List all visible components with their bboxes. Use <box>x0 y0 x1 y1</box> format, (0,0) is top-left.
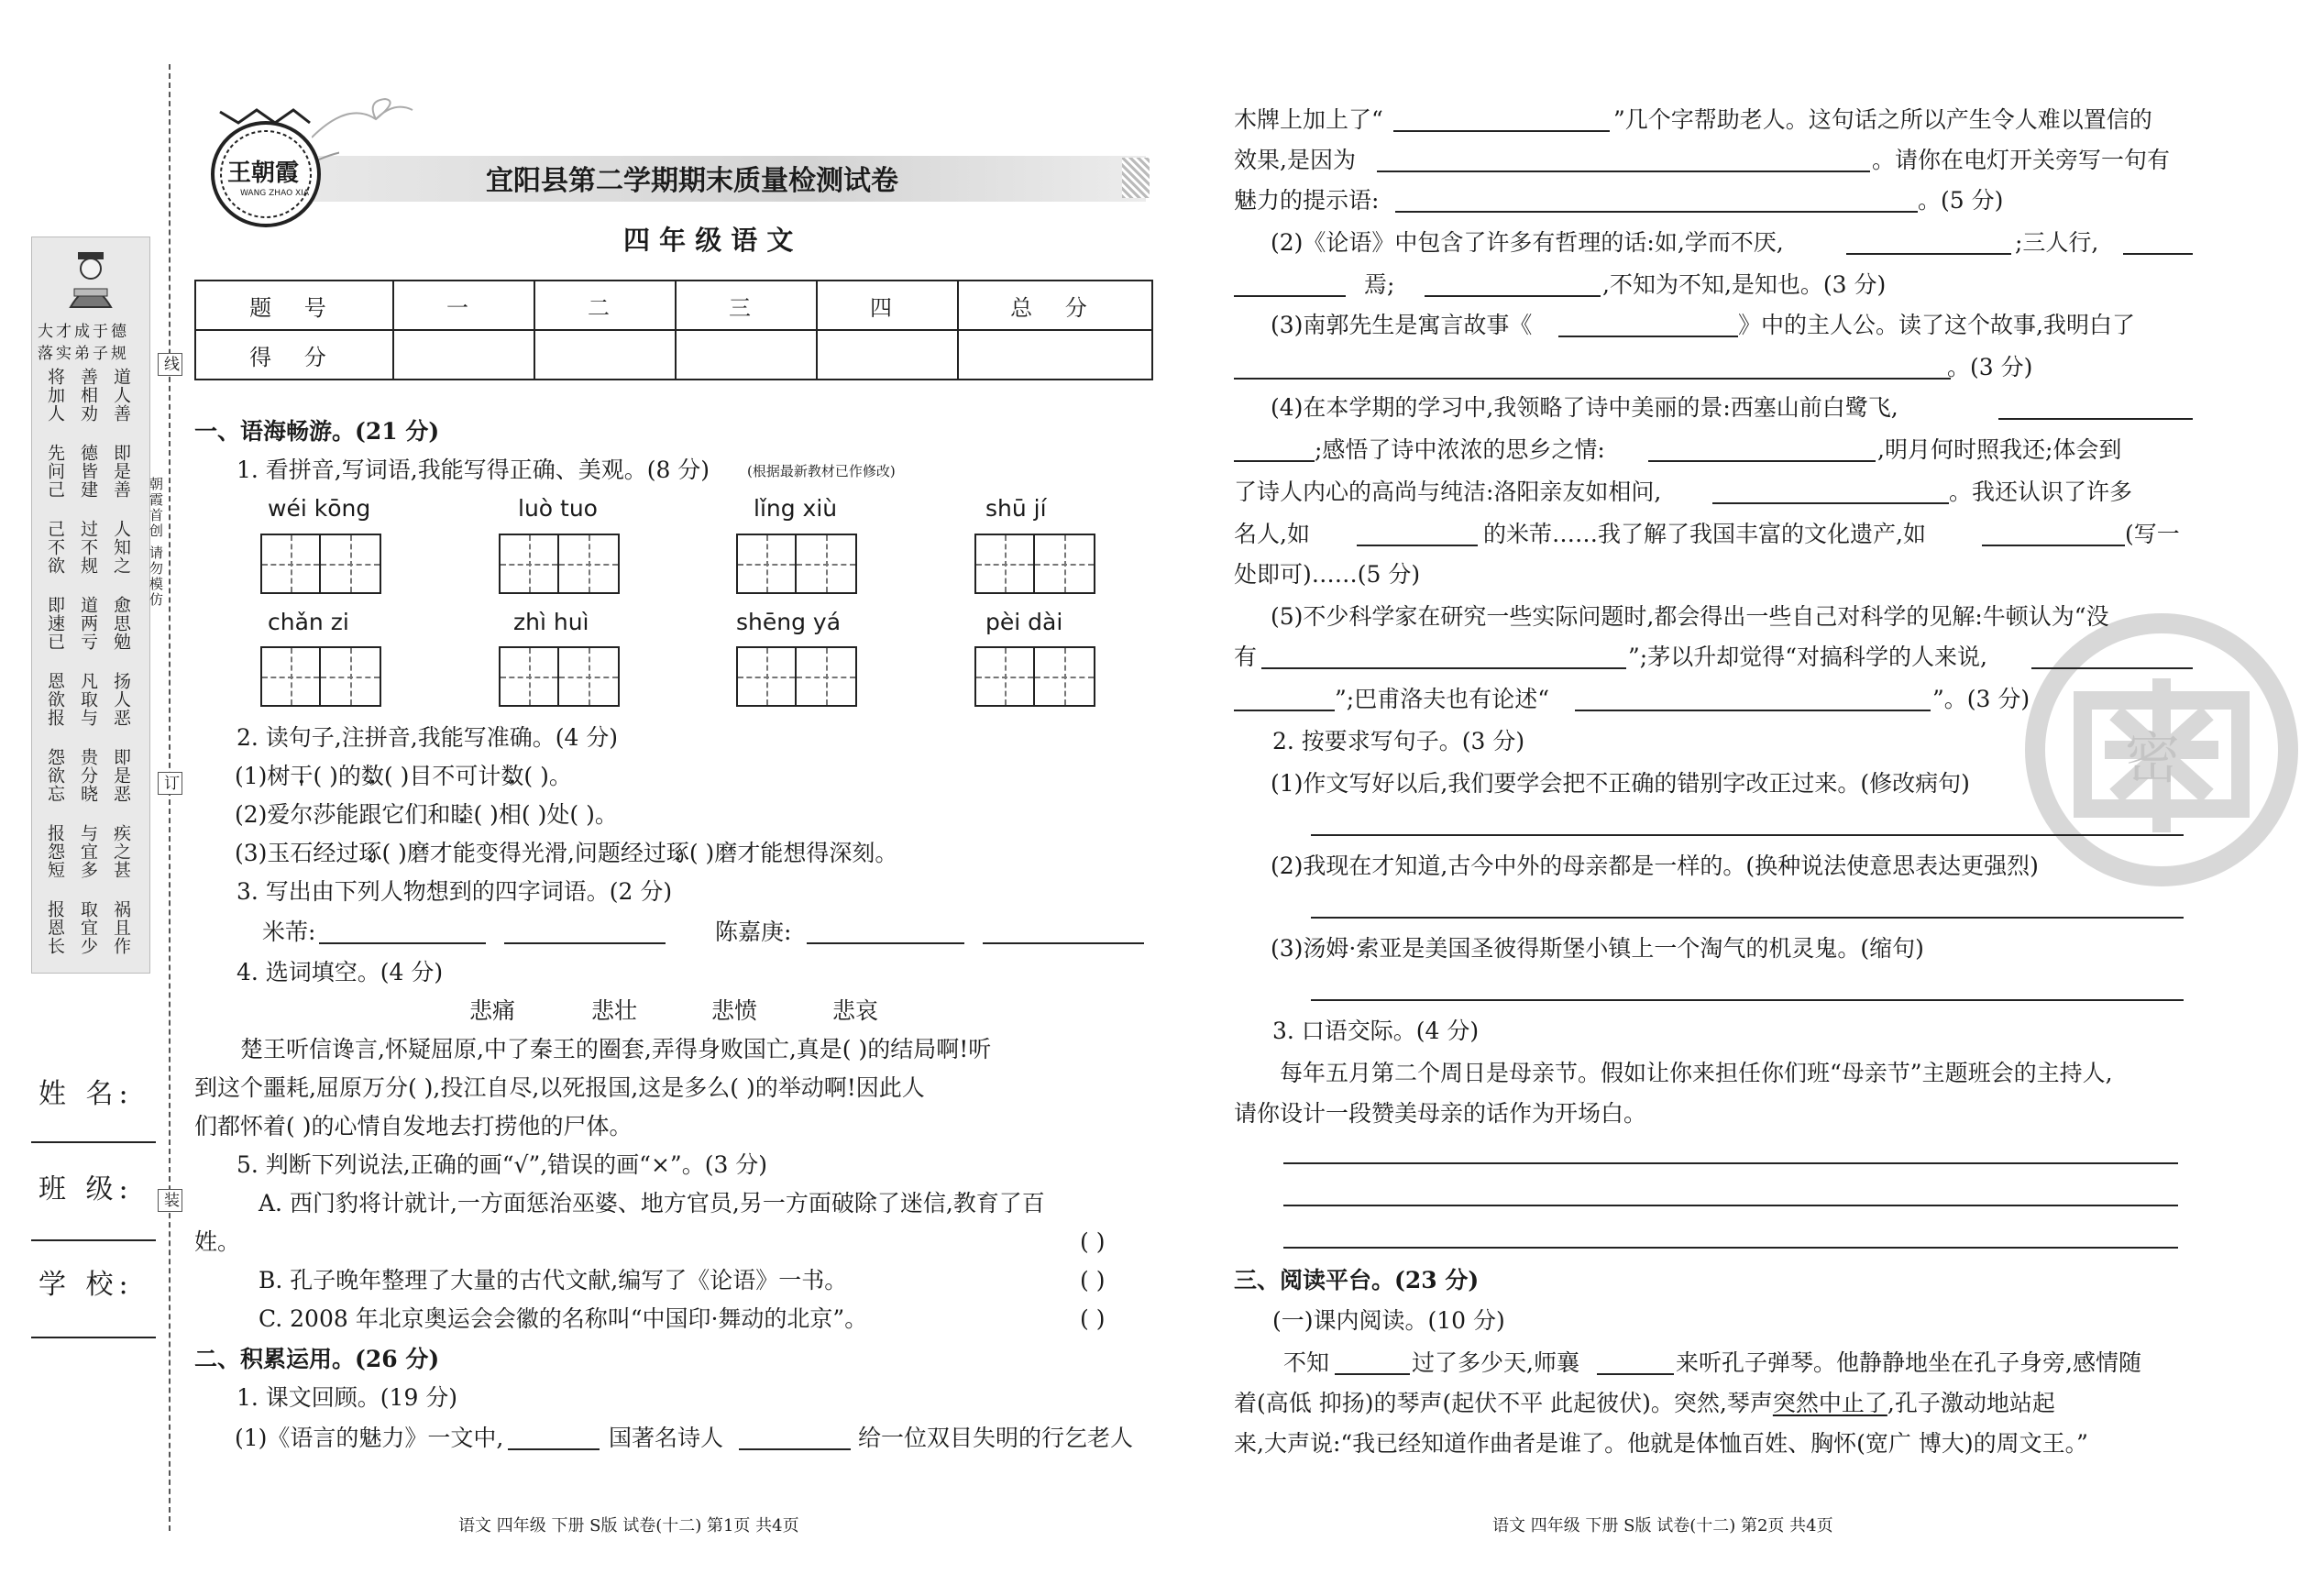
answer-line[interactable] <box>504 942 666 944</box>
reading-line-1b: 过了多少天,师襄 <box>1412 1349 1579 1376</box>
writing-grid[interactable] <box>974 646 1095 707</box>
answer-line[interactable] <box>1335 1373 1410 1375</box>
section-3-heading: 三、阅读平台。(23 分) <box>1234 1267 1480 1293</box>
motto-column: 道人善 <box>111 368 131 423</box>
answer-line[interactable] <box>1283 1162 2178 1164</box>
p2-line-2b: 。请你在电灯开关旁写一句有 <box>1872 147 2171 173</box>
q1-2-item-2: (2)爱尔莎能跟它们和睦( )相( )处( )。 <box>235 801 618 828</box>
section-2-heading: 二、积累运用。(26 分) <box>194 1346 440 1372</box>
score-cell[interactable] <box>393 330 534 380</box>
logo-text: 王朝霞 <box>227 160 300 187</box>
p2-q5-text-e: ”。(3 分) <box>1932 686 2030 712</box>
stamp-text: 密 <box>2125 727 2180 791</box>
reading-line-2: 着(高低 抑扬)的琴声(起伏不平 此起彼伏)。突然,琴声突然中止了,孔子激动地站起 <box>1234 1390 2055 1416</box>
answer-line[interactable] <box>1558 336 1738 337</box>
motto-column: 愈思勉 <box>111 596 131 651</box>
pinyin-label: chǎn zi <box>268 609 349 635</box>
p2-q4-text-g: 的米芾……我了解了我国丰富的文化遗产,如 <box>1483 521 1926 547</box>
motto-column: 善相劝 <box>78 368 98 423</box>
answer-line[interactable] <box>1712 502 1949 504</box>
answer-line[interactable] <box>1998 418 2193 420</box>
motto-column: 即是恶 <box>111 748 131 803</box>
score-header: 二 <box>534 281 676 330</box>
word-option: 悲痛 <box>469 997 516 1024</box>
answer-line[interactable] <box>1234 378 1951 380</box>
p2-q4-text-b: ;感悟了诗中浓浓的思乡之情: <box>1315 436 1605 463</box>
q1-4-paragraph-line: 们都怀着( )的心情自发地去打捞他的尸体。 <box>194 1113 633 1139</box>
motto-column: 凡取与 <box>78 672 98 727</box>
motto-column: 先问己 <box>45 444 65 499</box>
pinyin-label: shēng yá <box>736 609 842 635</box>
q1-4-prompt: 4. 选词填空。(4 分) <box>237 959 444 985</box>
q1-2-item-1: (1)树干( )的数( )目不可计数( )。 <box>235 763 572 789</box>
judge-item-a: A. 西门豹将计就计,一方面惩治巫婆、地方官员,另一方面破除了迷信,教育了百 <box>259 1190 1045 1216</box>
p2-q5-text-a: (5)不少科学家在研究一些实际问题时,都会得出一些自己对科学的见解:牛顿认为“没 <box>1271 603 2109 630</box>
q1-3-label-a: 米芾: <box>262 919 316 945</box>
motto-column: 与宜多 <box>78 824 98 879</box>
logo-subtext: WANG ZHAO XIA <box>240 189 309 198</box>
q2-1-1-text-b: 国著名诗人 <box>609 1425 724 1451</box>
answer-line[interactable] <box>1377 171 1870 172</box>
score-header: 一 <box>393 281 534 330</box>
p2-q2-text-d: ,不知为不知,是知也。(3 分) <box>1602 271 1887 298</box>
p2-q4-text-i: 处即可)……(5 分) <box>1234 561 1421 588</box>
answer-line[interactable] <box>983 942 1144 944</box>
pinyin-label: lǐng xiù <box>754 495 838 522</box>
school-label: 学 校: <box>39 1269 134 1301</box>
score-row-label: 得 分 <box>195 330 393 380</box>
q1-1-prompt: 1. 看拼音,写词语,我能写得正确、美观。(8 分) <box>237 457 710 483</box>
p2-line-1b: ”几个字帮助老人。这句话之所以产生令人难以置信的 <box>1613 106 2152 133</box>
word-option: 悲愤 <box>711 997 758 1024</box>
motto-column: 怨欲忘 <box>45 748 65 803</box>
writing-grid[interactable] <box>260 646 381 707</box>
answer-line[interactable] <box>319 942 486 944</box>
p2-q2-text-c: 焉; <box>1364 271 1395 298</box>
pinyin-label: shū jí <box>985 495 1047 522</box>
p2-q3-text-a: (3)南郭先生是寓言故事《 <box>1271 312 1533 338</box>
judge-item-c: C. 2008 年北京奥运会会徽的名称叫“中国印·舞动的北京”。 <box>259 1305 868 1332</box>
motto-top: 大才成于德 <box>38 323 129 341</box>
banner-pattern <box>1122 158 1150 198</box>
p2-q5-text-b: 有 <box>1234 644 1258 670</box>
q1-4-paragraph-line: 到这个噩耗,屈原万分( ),投江自尽,以死报国,这是多么( )的举动啊!因此人 <box>194 1074 925 1101</box>
answer-line[interactable] <box>1425 295 1601 297</box>
answer-line[interactable] <box>739 1448 851 1450</box>
pinyin-label: wéi kōng <box>268 495 371 522</box>
binding-mark: 订 <box>158 772 182 795</box>
judge-paren[interactable]: ( ) <box>1080 1305 1106 1332</box>
motto-column: 疾之甚 <box>111 824 131 879</box>
name-field[interactable] <box>31 1141 156 1143</box>
page-2-footer: 语文 四年级 下册 S版 试卷(十二) 第2页 共4页 <box>1492 1516 1833 1535</box>
p2-line-1a: 木牌上加上了“ <box>1234 106 1383 133</box>
answer-line[interactable] <box>1395 211 1918 213</box>
p2-q3-text-c: 。(3 分) <box>1947 354 2033 380</box>
p2-q4-text-a: (4)在本学期的学习中,我领略了诗中美丽的景:西塞山前白鹭飞, <box>1271 394 1898 421</box>
answer-line[interactable] <box>1283 1247 2178 1249</box>
motto-column: 人知之 <box>111 520 131 575</box>
q1-3-label-b: 陈嘉庚: <box>715 919 792 945</box>
p2-q4-text-d: 了诗人内心的高尚与纯洁:洛阳亲友如相问, <box>1234 479 1662 505</box>
answer-line[interactable] <box>1311 999 2184 1001</box>
answer-line[interactable] <box>1597 1373 1674 1375</box>
p2-line-3a: 魅力的提示语: <box>1234 187 1380 214</box>
reading-line-3: 来,大声说:“我已经知道作曲者是谁了。他就是体恤百姓、胸怀(宽广 博大)的周文王。” <box>1234 1430 2088 1457</box>
writing-grid[interactable] <box>736 534 857 594</box>
p2-q4-text-e: 。我还认识了许多 <box>1949 479 2133 505</box>
p2-s2-1: (1)作文写好以后,我们要学会把不正确的错别字改正过来。(修改病句) <box>1271 770 1970 797</box>
answer-line[interactable] <box>1982 545 2125 546</box>
writing-grid[interactable] <box>974 534 1095 594</box>
p2-s3-para-1: 每年五月第二个周日是母亲节。假如让你来担任你们班“母亲节”主题班会的主持人, <box>1280 1060 2113 1086</box>
score-header: 四 <box>817 281 958 330</box>
score-header: 题 号 <box>195 281 393 330</box>
p2-s2-3: (3)汤姆·索亚是美国圣彼得斯堡小镇上一个淘气的机灵鬼。(缩句) <box>1271 935 1924 962</box>
school-field[interactable] <box>31 1337 156 1338</box>
p2-q4-text-h: (写一 <box>2125 521 2180 547</box>
word-option: 悲哀 <box>832 997 879 1024</box>
motto-column: 过不规 <box>78 520 98 575</box>
motto-column: 道两亏 <box>78 596 98 651</box>
writing-grid[interactable] <box>499 534 620 594</box>
q2-1-1-text-c: 给一位双目失明的行乞老人 <box>858 1425 1134 1451</box>
exam-title: 宜阳县第二学期期末质量检测试卷 <box>486 165 898 197</box>
class-label: 班 级: <box>39 1173 134 1205</box>
answer-line[interactable] <box>1393 130 1610 132</box>
word-option: 悲壮 <box>591 997 638 1024</box>
reading-line-1a: 不知 <box>1283 1349 1330 1376</box>
answer-line[interactable] <box>1311 834 2184 836</box>
answer-line[interactable] <box>1234 710 1335 711</box>
p2-s3-prompt: 3. 口语交际。(4 分) <box>1272 1018 1480 1044</box>
p2-reading-1-title: (一)课内阅读。(10 分) <box>1272 1307 1505 1334</box>
answer-line[interactable] <box>2031 667 2193 669</box>
q1-2-item-3: (3)玉石经过琢( )磨才能变得光滑,问题经过琢( )磨才能想得深刻。 <box>235 840 898 866</box>
binding-mark: 线 <box>158 353 182 376</box>
p2-q2-text-b: ;三人行, <box>2015 229 2099 256</box>
motto-column: 恩欲报 <box>45 672 65 727</box>
pinyin-label: zhì huì <box>513 609 589 635</box>
judge-paren[interactable]: ( ) <box>1080 1267 1106 1293</box>
p2-q4-text-f: 名人,如 <box>1234 521 1310 547</box>
p2-s2-prompt: 2. 按要求写句子。(3 分) <box>1272 728 1525 754</box>
score-header: 三 <box>676 281 817 330</box>
q1-2-prompt: 2. 读句子,注拼音,我能写准确。(4 分) <box>237 724 619 751</box>
motto-column: 报恩长 <box>45 900 65 955</box>
motto-strip <box>31 237 150 974</box>
page-1-footer: 语文 四年级 下册 S版 试卷(十二) 第1页 共4页 <box>458 1516 799 1535</box>
reading-line-1c: 来听孔子弹琴。他静静地坐在孔子身旁,感情随 <box>1676 1349 2141 1376</box>
motto-column: 扬人恶 <box>111 672 131 727</box>
exam-subtitle: 四 年 级 语 文 <box>623 225 794 256</box>
answer-line[interactable] <box>807 942 964 944</box>
q1-1-note: (根据最新教材已作修改) <box>747 463 896 479</box>
motto-column: 己不欲 <box>45 520 65 575</box>
p2-s2-2: (2)我现在才知道,古今中外的母亲都是一样的。(换种说法使意思表达更强烈) <box>1271 853 2039 879</box>
p2-line-2a: 效果,是因为 <box>1234 147 1356 173</box>
score-header: 总 分 <box>958 281 1152 330</box>
answer-line[interactable] <box>508 1448 600 1450</box>
answer-line[interactable] <box>2123 253 2193 255</box>
binding-mark: 装 <box>158 1189 182 1212</box>
motto-column: 贵分晓 <box>78 748 98 803</box>
answer-line[interactable] <box>1648 460 1876 462</box>
judge-item-a-cont: 姓。 <box>194 1228 241 1255</box>
copyright-note: 朝霞首创 请勿模仿 <box>148 477 164 608</box>
answer-line[interactable] <box>1234 295 1346 297</box>
motto-column: 将加人 <box>45 368 65 423</box>
p2-line-3b: 。(5 分) <box>1918 187 2004 214</box>
motto-column: 取宜少 <box>78 900 98 955</box>
answer-line[interactable] <box>1234 460 1315 462</box>
pinyin-label: pèi dài <box>985 609 1063 635</box>
motto-column: 祸且作 <box>111 900 131 955</box>
dashed-margin-line <box>169 64 171 1531</box>
section-1-heading: 一、语海畅游。(21 分) <box>194 418 440 445</box>
motto-column: 报怨短 <box>45 824 65 879</box>
writing-grid[interactable] <box>260 534 381 594</box>
judge-item-b: B. 孔子晚年整理了大量的古代文献,编写了《论语》一书。 <box>259 1267 848 1293</box>
q1-4-paragraph-line: 楚王听信谗言,怀疑屈原,中了秦王的圈套,弄得身败国亡,真是( )的结局啊!听 <box>240 1036 992 1062</box>
name-label: 姓 名: <box>39 1078 134 1110</box>
writing-grid[interactable] <box>736 646 857 707</box>
pinyin-label: luò tuo <box>518 495 598 522</box>
answer-line[interactable] <box>1357 545 1478 546</box>
motto-column: 即速已 <box>45 596 65 651</box>
score-cell[interactable] <box>676 330 817 380</box>
answer-line[interactable] <box>1261 667 1626 669</box>
class-field[interactable] <box>31 1239 156 1241</box>
motto-bottom: 落实弟子规 <box>38 345 129 363</box>
p2-q2-text-a: (2)《论语》中包含了许多有哲理的话:如,学而不厌, <box>1271 229 1784 256</box>
answer-line[interactable] <box>1283 1205 2178 1206</box>
answer-line[interactable] <box>1575 710 1931 711</box>
q1-5-prompt: 5. 判断下列说法,正确的画“√”,错误的画“×”。(3 分) <box>237 1151 768 1178</box>
q1-3-prompt: 3. 写出由下列人物想到的四字词语。(2 分) <box>237 878 673 905</box>
q2-1-prompt: 1. 课文回顾。(19 分) <box>237 1384 458 1411</box>
writing-grid[interactable] <box>499 646 620 707</box>
score-table <box>194 280 1153 380</box>
scholar-figure-icon <box>61 248 120 313</box>
p2-q4-text-c: ,明月何时照我还;体会到 <box>1877 436 2122 463</box>
p2-s3-para-2: 请你设计一段赞美母亲的话作为开场白。 <box>1234 1100 1647 1127</box>
score-cell[interactable] <box>958 330 1152 380</box>
motto-column: 即是善 <box>111 444 131 499</box>
q2-1-1-text-a: (1)《语言的魅力》一文中, <box>235 1425 504 1451</box>
p2-q3-text-b: 》中的主人公。读了这个故事,我明白了 <box>1738 312 2135 338</box>
p2-q5-text-d: ”;巴甫洛夫也有论述“ <box>1335 686 1549 712</box>
answer-line[interactable] <box>1846 253 2011 255</box>
score-cell[interactable] <box>817 330 958 380</box>
answer-line[interactable] <box>1311 917 2184 919</box>
motto-column: 德皆建 <box>78 444 98 499</box>
score-cell[interactable] <box>534 330 676 380</box>
ribbon-decoration-icon <box>312 92 422 147</box>
p2-q5-text-c: ”;茅以升却觉得“对搞科学的人来说, <box>1628 644 1987 670</box>
judge-paren[interactable]: ( ) <box>1080 1228 1106 1255</box>
